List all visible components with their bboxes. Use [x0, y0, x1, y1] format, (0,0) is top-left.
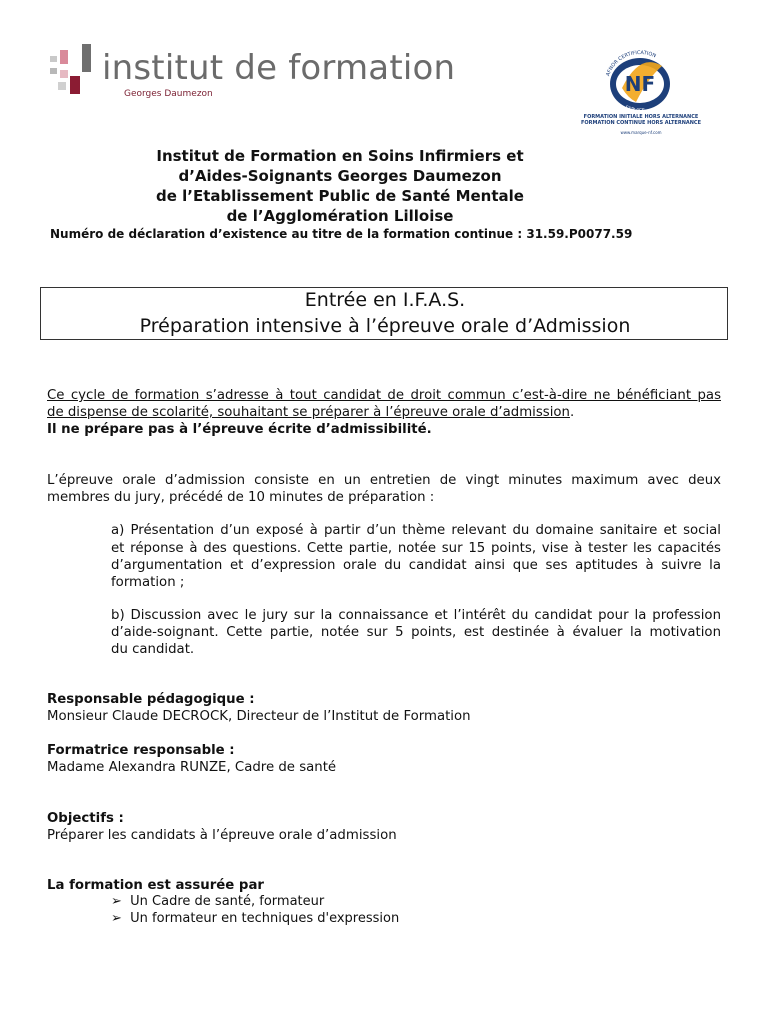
- nf-url: www.marque-nf.com: [620, 130, 662, 135]
- logo-name: institut de formation: [102, 48, 456, 88]
- title-box: [40, 287, 728, 340]
- intro-line-3: Il ne prépare pas à l’épreuve écrite d’admissibilité.: [47, 422, 432, 437]
- institute-logo: [44, 40, 456, 102]
- intro-line-2-wrap: [47, 404, 574, 421]
- title-line-2: Préparation intensive à l’épreuve orale d’Admission: [139, 315, 631, 337]
- objectifs-label: Objectifs :: [47, 811, 124, 826]
- formation-item: [111, 911, 399, 926]
- institution-line-2: d’Aides-Soignants Georges Daumezon: [178, 167, 502, 185]
- logo-subtitle: Georges Daumezon: [124, 89, 213, 99]
- epreuve-line-1: L’épreuve orale d’admission consiste en un entretien de vingt minutes maximum avec deux: [47, 473, 721, 488]
- nf-arc-top: AFNOR CERTIFICATION: [605, 49, 657, 77]
- intro-line-1: Ce cycle de formation s’adresse à tout candidat de droit commun c’est-à-dire ne bénéficiant pas: [47, 388, 721, 403]
- objectifs-value: Préparer les candidats à l’épreuve orale d’admission: [47, 828, 397, 843]
- formatrice-value: Madame Alexandra RUNZE, Cadre de santé: [47, 760, 337, 775]
- formation-item-2: Un formateur en techniques d'expression: [130, 911, 400, 926]
- responsable-label: Responsable pédagogique :: [47, 692, 255, 707]
- nf-mark: NF: [624, 72, 656, 96]
- declaration-number: Numéro de déclaration d’existence au titre de la formation continue : 31.59.P0077.59: [50, 227, 633, 241]
- arrow-bullet-icon: ➢: [111, 911, 122, 926]
- formation-label: La formation est assurée par: [47, 878, 264, 893]
- item-a-line-2: et réponse à des questions. Cette partie, notée sur 15 points, vise à tester les capacités: [111, 541, 721, 556]
- item-a-line-4: formation ;: [111, 575, 185, 590]
- logo-mark-icon: [44, 42, 100, 100]
- intro-line-2-end: .: [569, 405, 575, 420]
- item-a-line-1: a) Présentation d’un exposé à partir d’un thème relevant du domaine sanitaire et social: [111, 523, 721, 538]
- responsable-value: Monsieur Claude DECROCK, Directeur de l’Institut de Formation: [47, 709, 471, 724]
- formatrice-label: Formatrice responsable :: [47, 743, 235, 758]
- formation-item-1: Un Cadre de santé, formateur: [130, 894, 325, 909]
- institution-line-4: de l’Agglomération Lilloise: [226, 207, 454, 225]
- nf-arc-bottom: SERVICE: [623, 104, 646, 112]
- arrow-bullet-icon: ➢: [111, 894, 122, 909]
- item-a-line-3: d’argumentation et d’expression orale du candidat ainsi que ses aptitudes à suivre la: [111, 558, 721, 573]
- intro-line-2: de dispense de scolarité, souhaitant se préparer à l’épreuve orale d’admission: [47, 405, 570, 420]
- nf-line1: FORMATION INITIALE HORS ALTERNANCE: [583, 114, 699, 120]
- institution-line-1: Institut de Formation en Soins Infirmiers et: [156, 147, 524, 165]
- nf-certification-badge: [578, 44, 704, 138]
- title-line-1: Entrée en I.F.A.S.: [304, 289, 466, 311]
- item-b-line-3: du candidat.: [111, 642, 195, 657]
- nf-logo-icon: [596, 44, 684, 112]
- institution-line-3: de l’Etablissement Public de Santé Mentale: [156, 187, 524, 205]
- formation-item: [111, 894, 324, 909]
- nf-line2: FORMATION CONTINUE HORS ALTERNANCE: [580, 120, 702, 126]
- epreuve-line-2: membres du jury, précédé de 10 minutes de préparation :: [47, 490, 435, 505]
- item-b-line-1: b) Discussion avec le jury sur la connaissance et l’intérêt du candidat pour la profession: [111, 608, 721, 623]
- item-b-line-2: d’aide-soignant. Cette partie, notée sur 5 points, est destinée à évaluer la motivation: [111, 625, 721, 640]
